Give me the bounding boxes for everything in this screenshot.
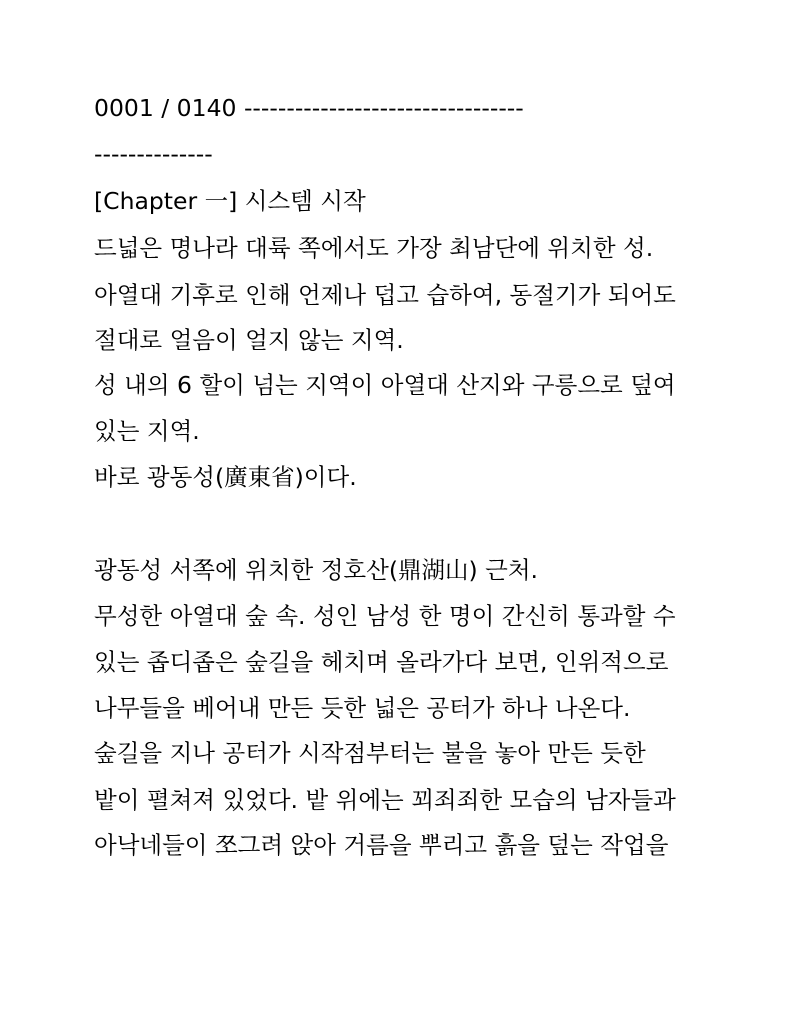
paragraph-line: 아열대 기후로 인해 언제나 덥고 습하여, 동절기가 되어도 xyxy=(94,281,676,309)
paragraph-line: 절대로 얼음이 얼지 않는 지역. xyxy=(94,326,404,354)
paragraph-line: 성 내의 6 할이 넘는 지역이 아열대 산지와 구릉으로 덮여 xyxy=(94,371,676,399)
paragraph-line: 바로 광동성(廣東省)이다. xyxy=(94,463,357,491)
paragraph-line: 나무들을 베어내 만든 듯한 넓은 공터가 하나 나온다. xyxy=(94,694,631,722)
separator-line: -------------- xyxy=(94,140,213,168)
page-counter-line: 0001 / 0140 --------------------------------- xyxy=(94,94,524,122)
paragraph-line: 아낙네들이 쪼그려 앉아 거름을 뿌리고 흙을 덮는 작업을 xyxy=(94,831,669,859)
paragraph-line: 있는 좁디좁은 숲길을 헤치며 올라가다 보면, 인위적으로 xyxy=(94,648,669,676)
paragraph-line: 드넓은 명나라 대륙 쪽에서도 가장 최남단에 위치한 성. xyxy=(94,234,654,262)
paragraph-line: 밭이 펼쳐져 있었다. 밭 위에는 꾀죄죄한 모습의 남자들과 xyxy=(94,786,676,814)
paragraph-line: 무성한 아열대 숲 속. 성인 남성 한 명이 간신히 통과할 수 xyxy=(94,602,676,630)
chapter-heading: [Chapter 一] 시스템 시작 xyxy=(94,187,366,215)
paragraph-line: 광동성 서쪽에 위치한 정호산(鼎湖山) 근처. xyxy=(94,556,538,584)
paragraph-line: 있는 지역. xyxy=(94,417,200,445)
paragraph-line: 숲길을 지나 공터가 시작점부터는 불을 놓아 만든 듯한 xyxy=(94,739,646,767)
